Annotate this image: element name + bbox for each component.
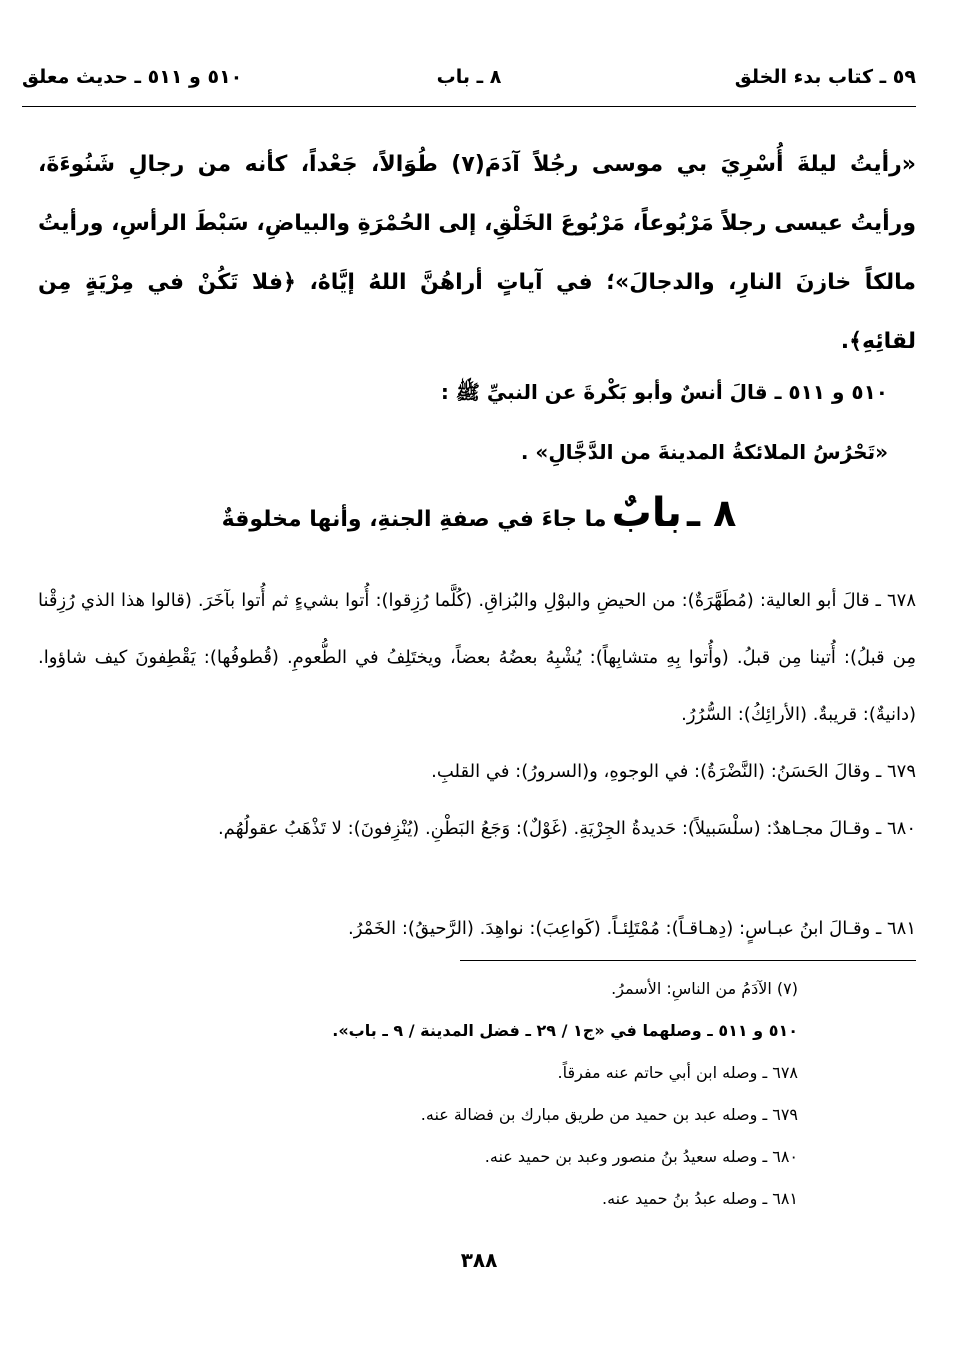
page-number: ٣٨٨ bbox=[460, 1248, 498, 1272]
chapter-number: ٨ ـ bbox=[686, 491, 737, 535]
header-hadith-ref: ٥١٠ و ٥١١ ـ حديث معلق bbox=[22, 66, 243, 88]
chapter-title: ما جاءَ في صفةِ الجنةِ، وأنها مخلوقةٌ bbox=[221, 507, 607, 532]
hadith-510-text: «تَحْرُسُ الملائكةُ المدينةَ من الدَّجَّالِ» . bbox=[520, 440, 888, 464]
footnote-6: ٦٨١ ـ وصله عبدُ بنُ حميد عنه. bbox=[602, 1189, 798, 1208]
footnote-3: ٦٧٨ ـ وصله ابن أبي حاتم عنه مفرقاً. bbox=[557, 1063, 798, 1082]
footnote-1: (٧) الآدَمُ من الناسِ: الأسمرُ. bbox=[611, 979, 798, 998]
athar-681: ٦٨١ ـ وقـالَ ابنُ عبـاسٍ: (دِهـاقـاً): مُمْتَلِئـاً. (كَواعِبَ): نواهِدَ. (الرَّحيقُ): الخَمْرُ. bbox=[347, 918, 916, 939]
footnote-divider bbox=[460, 960, 916, 961]
footnote-5: ٦٨٠ ـ وصله سعيدُ بنُ منصور وعبد بن حميد عنه. bbox=[484, 1147, 798, 1166]
chapter-heading bbox=[0, 490, 958, 536]
chapter-word: بابٌ bbox=[611, 490, 682, 536]
hadith-510-intro: ٥١٠ و ٥١١ ـ قالَ أنسٌ وأبو بَكْرةَ عن النبيِّ ﷺ : bbox=[440, 380, 888, 404]
athar-679: ٦٧٩ ـ وقالَ الحَسَنُ: (النَّضْرَةُ): في الوجوهِ، و(السرورُ): في القلبِ. bbox=[431, 761, 916, 782]
athar-678: ٦٧٨ ـ قالَ أبو العالية: (مُطَهَّرَةٌ): من الحيضِ والبوْلِ والبُزاقِ. (كُلَّما رُزِقوا): أُتوا بشيءٍ ثم أُتوا بآخَرَ. (قالوا هذا الذي رُزِقْنا مِن قبلُ): أُتينا مِن قبلُ. (وأُتوا بِهِ متشابِهاً): يُشْبِهُ بعضُهُ بعضاً، ويختَلِفُ في الطُّعومِ. (قُطوفُها): يَقْطِفونَ كيف شاؤوا. (دانيةٌ): قريبةٌ. (الأرائِكُ): السُّرُرُ. bbox=[38, 590, 916, 725]
athar-680: ٦٨٠ ـ وقـالَ مجـاهدٌ: (سلْسَبيلاً): حَديدةُ الجِرْيَةِ. (غَوْلٌ): وَجَعُ البَطْنِ. (يُنْزِفونَ): لا تَذْهَبُ عقولُهُم. bbox=[217, 818, 916, 839]
header-chapter: ٨ ـ باب bbox=[436, 66, 502, 88]
footnote-2: ٥١٠ و ٥١١ ـ وصلهما في «ج١ / ٢٩ ـ فضل المدينة / ٩ ـ باب». bbox=[332, 1021, 798, 1040]
main-hadith-text: «رأيتُ ليلةَ أُسْرِيَ بي موسى رجُلاً آدَمَ(٧) طُوَالاً، جَعْداً، كأنه من رجالِ شَنُوءَةَ، ورأيتُ عيسى رجلاً مَرْبُوعاً، مَرْبُوعَ الخَلْقِ، إلى الحُمْرَةِ والبياضِ، سَبْطَ الرأسِ، ورأيتُ مالكاً خازنَ النارِ، والدجالَ»؛ في آياتٍ أراهُنَّ اللهُ إيَّاهُ، ﴿فلا تَكُنْ في مِرْيَةٍ مِن لقائِهِ﴾. bbox=[38, 152, 916, 354]
header-book-title: ٥٩ ـ كتاب بدء الخلق bbox=[734, 66, 916, 88]
running-header bbox=[22, 62, 916, 102]
footnote-4: ٦٧٩ ـ وصله عبد بن حميد من طريق مبارك بن فضالة عنه. bbox=[420, 1105, 798, 1124]
footnotes bbox=[332, 968, 798, 1220]
header-divider bbox=[22, 106, 916, 107]
